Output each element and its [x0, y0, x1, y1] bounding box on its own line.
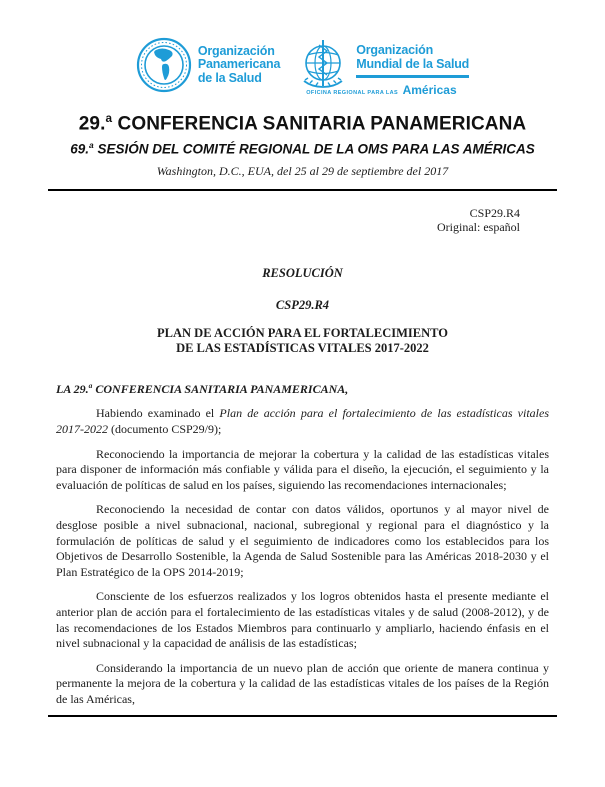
paragraph1-post: (documento CSP29/9);	[108, 422, 222, 437]
paho-seal-icon	[136, 37, 192, 93]
opening-clause-ordinal: a	[88, 380, 93, 390]
header-logos	[0, 0, 605, 99]
resolution-title-line1: PLAN DE ACCIÓN PARA EL FORTALECIMIENTO	[157, 325, 448, 340]
opening-clause-number: LA 29.	[56, 381, 89, 396]
who-regional-office-line	[306, 81, 469, 99]
paho-logo-name	[198, 45, 280, 86]
preamble-paragraph-2: Reconociendo la importancia de mejorar la cobertura y la calidad de las estadísticas vitales para disponer de información más confiable y válida para el diseño, la ejecución, el seguimiento y la evaluación de políticas de salud en los países, siguiendo las recomendaciones internacionales;	[56, 446, 549, 492]
who-name-line1: Organización	[356, 43, 434, 57]
paho-logo	[136, 37, 280, 93]
document-reference-block	[0, 206, 605, 235]
session-subtitle-text: SESIÓN DEL COMITÉ REGIONAL DE LA OMS PARA LAS AMÉRICAS	[93, 141, 535, 157]
resolution-code: CSP29.R4	[275, 297, 330, 312]
original-language: Original: español	[437, 220, 520, 235]
opening-clause-text: CONFERENCIA SANITARIA PANAMERICANA,	[92, 381, 349, 396]
preamble-paragraph-5: Considerando la importancia de un nuevo plan de acción que oriente de manera continua y permanente la mejora de la cobertura y la calidad de las estadísticas vitales de los países de la Región de las Américas,	[56, 660, 549, 706]
resolution-title-line2: DE LAS ESTADÍSTICAS VITALES 2017-2022	[176, 341, 429, 356]
resolution-heading: RESOLUCIÓN	[262, 265, 343, 280]
session-subtitle	[0, 140, 605, 157]
opening-clause	[56, 378, 549, 398]
who-logo-text-block	[306, 37, 470, 99]
paragraph1-pre: Habiendo examinado el	[96, 406, 220, 421]
footer-divider	[48, 715, 557, 717]
conference-title-number: 29.	[78, 113, 106, 135]
session-subtitle-number: 69.	[70, 141, 90, 157]
paho-name-line2: Panamericana	[197, 57, 281, 72]
who-logo-name	[356, 44, 469, 78]
conference-title-text: CONFERENCIA SANITARIA PANAMERICANA	[112, 113, 527, 135]
preamble-paragraph-3: Reconociendo la necesidad de contar con datos válidos, oportunos y al mayor nivel de desglose posible a nivel subnacional, nacional, subregional y regional para el diagnóstico y la formulación de políticas de salud y el seguimiento de indicadores como los establecidos para los Objetivos de Desarrollo Sostenible, la Agenda de Salud Sostenible para las Américas 2018-2030 y el Plan Estratégico de la OPS 2014-2019;	[56, 502, 549, 579]
resolution-title	[0, 326, 605, 357]
preamble-paragraph-1	[56, 406, 549, 437]
who-name-line2: Mundial de la Salud	[356, 56, 470, 71]
resolution-body	[56, 378, 549, 708]
paho-name-line3: de la Salud	[197, 70, 262, 85]
location-date-line: Washington, D.C., EUA, del 25 al 29 de septiembre del 2017	[156, 163, 449, 178]
header-divider	[48, 189, 557, 191]
conference-title-ordinal: a	[105, 112, 113, 125]
who-region-name: Américas	[402, 83, 457, 97]
paragraph1-document-title: Plan de acción para el fortalecimiento de las estadísticas vitales 2017-2022	[56, 406, 549, 437]
paho-name-line1: Organización	[197, 43, 275, 58]
conference-title	[0, 112, 605, 135]
session-subtitle-ordinal: a	[89, 140, 94, 151]
preamble-paragraph-4: Consciente de los esfuerzos realizados y los logros obtenidos hasta el presente mediante el anterior plan de acción para el fortalecimiento de las estadísticas vitales y de salud (2008-2012), y de las recomendaciones de los Estados Miembros para continuarlo y ampliarlo, haciendo énfasis en el nivel subnacional y la capacidad de análisis de las estadísticas;	[56, 589, 549, 651]
who-region-prefix: OFICINA REGIONAL PARA LAS	[306, 90, 399, 96]
who-logo	[296, 37, 469, 99]
document-code: CSP29.R4	[469, 205, 520, 220]
